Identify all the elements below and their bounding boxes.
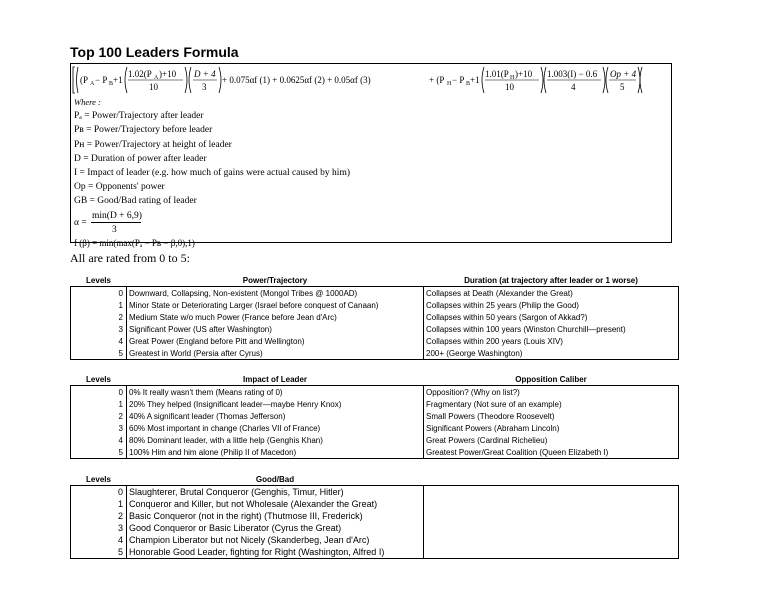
level-cell: 4 [117,535,123,545]
level-cell: 1 [118,399,123,409]
table-row [71,287,679,300]
header-duration: Duration (at trajectory after leader or 1 worse) [464,276,638,285]
where-label: Where : [74,97,101,107]
header-opposition: Opposition Caliber [515,375,587,384]
description-cell: Collapses within 50 years (Sargon of Akkad?) [424,311,679,323]
description-cell: 80% Dominant leader, with a little help (Genghis Khan) [127,434,424,446]
level-cell: 2 [117,511,123,521]
level-cell: 5 [118,447,123,457]
description-cell: Medium State w/o much Power (France before Jean d'Arc) [127,311,424,323]
empty-cell [424,534,679,546]
frac1-num-sub: A [154,75,159,81]
frac5-den: 5 [620,82,625,92]
table-row [71,546,679,559]
table-power-duration [70,275,679,360]
header-goodbad: Good/Bad [255,475,295,484]
table-row [71,522,679,534]
formula-end [640,63,760,95]
description-cell: Greatest Power/Great Coalition (Queen Elizabeth I) [424,446,679,459]
level-cell: 1 [118,300,123,310]
table-row [71,398,679,410]
header-impact: Impact of Leader [242,375,307,384]
table-row [71,534,679,546]
table-row [71,347,679,360]
rated-text: All are rated from 0 to 5: [70,251,190,265]
formula-term-plus1b: +1 [470,75,480,85]
description-cell: Fragmentary (Not sure of an example) [424,398,679,410]
description-cell: Minor State or Deteriorating Larger (Israel before conquest of Canaan) [127,299,424,311]
level-cell: 3 [117,523,123,533]
table-row [71,498,679,510]
formula-term-plus1: +1 [113,75,123,85]
level-cell: 1 [117,499,123,509]
description-cell: 40% A significant leader (Thomas Jefferson) [127,410,424,422]
def-d: D = Duration of power after leader [74,153,207,164]
description-cell: Downward, Collapsing, Non-existent (Mongol Tribes @ 1000AD) [127,287,424,300]
table-row [71,446,679,459]
def-ph: Pʜ = Power/Trajectory at height of leader [74,139,232,150]
header-levels: Levels [86,475,111,484]
header-levels: Levels [86,375,111,384]
empty-cell [424,522,679,534]
frac4-num: 1.003(I) − 0.6 [547,69,598,79]
description-cell: Conqueror and Killer, but not Wholesale (Alexander the Great) [127,498,424,510]
table-row [71,422,679,434]
formula-term-pb2: − P [452,75,465,85]
frac4-den: 4 [571,82,576,92]
frac2-num: D + 4 [194,69,216,79]
description-cell: Great Power (England before Pitt and Wellington) [127,335,424,347]
description-cell: 60% Most important in change (Charles VII of France) [127,422,424,434]
table-row [71,323,679,335]
description-cell: Small Powers (Theodore Roosevelt) [424,410,679,422]
table-good-bad [70,474,679,559]
frac2-den: 3 [202,82,207,92]
level-cell: 2 [118,312,123,322]
def-fbeta: f (β) = min(max(Pₐ − Pʙ − β,0),1) [74,237,195,248]
def-i: I = Impact of leader (e.g. how much of gains were actual caused by him) [74,168,351,179]
description-cell: Champion Liberator but not Nicely (Skanderbeg, Jean d'Arc) [127,534,424,546]
table-row [71,410,679,422]
definitions [74,95,350,250]
table-row [71,434,679,446]
level-cell: 4 [118,435,123,445]
description-cell: Honorable Good Leader, fighting for Right (Washington, Alfred I) [127,546,424,559]
description-cell: Basic Conqueror (not in the right) (Thutmose III, Frederick) [127,510,424,522]
def-op: Op = Opponents' power [74,182,165,193]
formula-sub-h: H [447,81,452,87]
description-cell: 100% Him and him alone (Philip II of Macedon) [127,446,424,459]
level-cell: 0 [118,288,123,298]
frac5-num: Op + 4 [610,69,637,79]
table-row [71,486,679,499]
formula-middle: + 0.075αf (1) + 0.0625αf (2) + 0.05αf (3) [222,75,371,85]
table-row [71,510,679,522]
def-alpha [74,209,350,236]
empty-cell [424,510,679,522]
frac3-num: 1.01(P [485,69,509,79]
level-cell: 3 [118,423,123,433]
description-cell: Collapses at Death (Alexander the Great) [424,287,679,300]
table-row [71,386,679,399]
level-cell: 0 [117,487,123,497]
def-pb: Pʙ = Power/Trajectory before leader [74,125,213,136]
page-title: Top 100 Leaders Formula [70,44,239,60]
formula-term-ph: + (P [429,75,445,85]
formula-box [70,63,672,248]
empty-cell [424,546,679,559]
formula-term-pb: − P [95,75,108,85]
alpha-num: min(D + 6,9) [92,210,142,221]
description-cell: Significant Power (US after Washington) [127,323,424,335]
alpha-den: 3 [112,224,117,235]
description-cell: Significant Powers (Abraham Lincoln) [424,422,679,434]
description-cell: Collapses within 25 years (Philip the Good) [424,299,679,311]
empty-cell [424,498,679,510]
frac1-num-b: )+10 [159,69,177,79]
table-row [71,335,679,347]
header-power: Power/Trajectory [242,276,308,285]
description-cell: Great Powers (Cardinal Richelieu) [424,434,679,446]
frac3-num-b: )+10 [515,69,533,79]
formula-sub-b: B [109,81,114,87]
level-cell: 0 [118,387,123,397]
def-pa: Pₐ = Power/Trajectory after leader [74,111,204,122]
formula-term-pa: (P [80,75,89,85]
description-cell: Collapses within 200 years (Louis XIV) [424,335,679,347]
table-impact-opposition [70,374,679,459]
formula-sub-b2: B [466,81,471,87]
alpha-lhs: α = [74,217,87,228]
level-cell: 2 [118,411,123,421]
level-cell: 5 [118,348,123,358]
table-row [71,299,679,311]
description-cell: Collapses within 100 years (Winston Churchill—present) [424,323,679,335]
description-cell: Slaughterer, Brutal Conqueror (Genghis, Timur, Hitler) [127,486,424,499]
description-cell: Greatest in World (Persia after Cyrus) [127,347,424,360]
description-cell: Opposition? (Why on list?) [424,386,679,399]
empty-cell [424,486,679,499]
frac3-den: 10 [505,82,514,92]
frac3-num-sub: H [510,75,515,81]
formula-svg-tail [71,64,673,96]
description-cell: 20% They helped (Insignificant leader—maybe Henry Knox) [127,398,424,410]
level-cell: 5 [117,547,123,557]
description-cell: Good Conqueror or Basic Liberator (Cyrus the Great) [127,522,424,534]
level-cell: 4 [118,336,123,346]
description-cell: 200+ (George Washington) [424,347,679,360]
frac1-num: 1.02(P [128,69,152,79]
header-levels: Levels [86,276,111,285]
def-gb: GB = Good/Bad rating of leader [74,196,197,207]
level-cell: 3 [118,324,123,334]
description-cell: 0% It really wasn't them (Means rating of 0) [127,386,424,399]
frac1-den: 10 [149,82,158,92]
formula-sub-a: A [90,81,95,87]
table-row [71,311,679,323]
